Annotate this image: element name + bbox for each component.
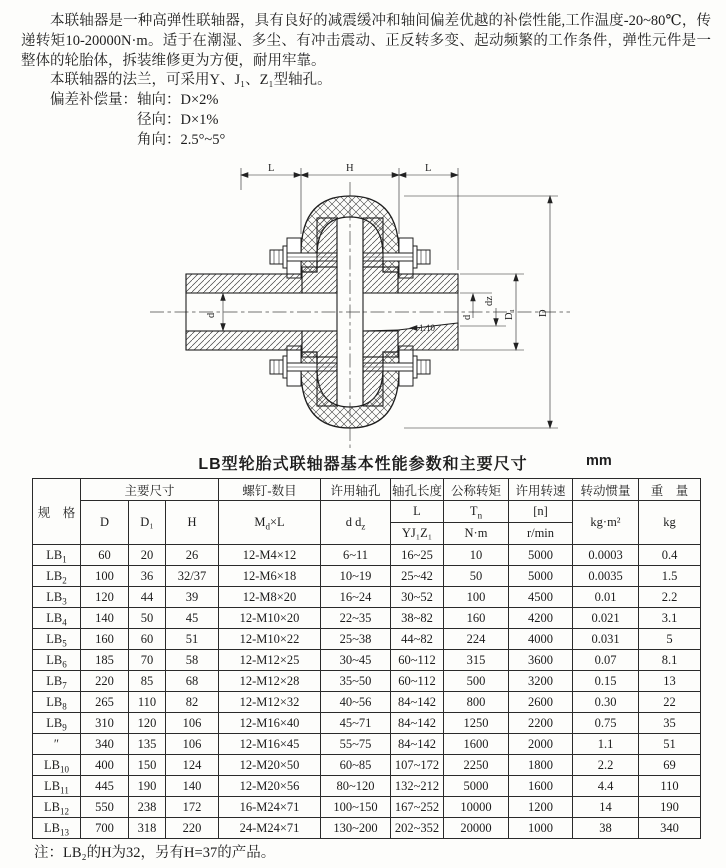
coupling-section-drawing (0, 160, 726, 456)
compensation-items (137, 91, 225, 150)
value-cell: 0.4 (639, 545, 701, 566)
intro-paragraph-2: 本联轴器的法兰，可采用Y、J₁、Z₁型轴孔。 (50, 72, 332, 89)
value-cell: 1600 (509, 776, 573, 797)
value-cell: 318 (129, 818, 166, 839)
spec-table (32, 478, 701, 839)
dim-label-dz: dz (484, 296, 495, 306)
dim-label-L-left: L (268, 163, 275, 174)
header-bore-sym: d $d_z$ (321, 501, 391, 545)
value-cell: 0.15 (573, 671, 639, 692)
spec-cell: $LB_6$ (33, 650, 81, 671)
value-cell: 12-M20×56 (219, 776, 321, 797)
header-weight-unit: kg (639, 501, 701, 545)
dim-label-D1: D₁ (504, 308, 515, 320)
table-row (33, 671, 701, 692)
value-cell: 238 (129, 797, 166, 818)
value-cell: 0.0035 (573, 566, 639, 587)
value-cell: 2000 (509, 734, 573, 755)
table-body (33, 545, 701, 839)
dim-label-D: D (538, 309, 549, 317)
spec-cell: $LB_{12}$ (33, 797, 81, 818)
table-row (33, 818, 701, 839)
value-cell: 0.0003 (573, 545, 639, 566)
value-cell: 315 (444, 650, 509, 671)
value-cell: 6~11 (321, 545, 391, 566)
value-cell: 16-M24×71 (219, 797, 321, 818)
value-cell: 45~71 (321, 713, 391, 734)
value-cell: 12-M6×18 (219, 566, 321, 587)
value-cell: 100 (81, 566, 129, 587)
header-bore: 许用轴孔 (321, 479, 391, 501)
value-cell: 106 (166, 713, 219, 734)
value-cell: 10000 (444, 797, 509, 818)
value-cell: 100~150 (321, 797, 391, 818)
value-cell: 25~42 (391, 566, 444, 587)
value-cell: 130~200 (321, 818, 391, 839)
value-cell: 4.4 (573, 776, 639, 797)
value-cell: 20000 (444, 818, 509, 839)
compensation-radial: 径向：D×1% (137, 111, 219, 128)
value-cell: 51 (639, 734, 701, 755)
value-cell: 132~212 (391, 776, 444, 797)
value-cell: 45 (166, 608, 219, 629)
compensation-axial: 轴向：D×2% (137, 92, 219, 109)
value-cell: 107~172 (391, 755, 444, 776)
header-row-2 (33, 501, 701, 523)
value-cell: 0.01 (573, 587, 639, 608)
value-cell: 12-M4×12 (219, 545, 321, 566)
value-cell: 38~82 (391, 608, 444, 629)
value-cell: 700 (81, 818, 129, 839)
value-cell: 22~35 (321, 608, 391, 629)
table-row (33, 713, 701, 734)
spec-cell: $LB_9$ (33, 713, 81, 734)
header-main-dims: 主要尺寸 (81, 479, 219, 501)
value-cell: 220 (81, 671, 129, 692)
value-cell: 0.031 (573, 629, 639, 650)
header-speed-unit: r/min (509, 523, 573, 545)
spec-cell: $LB_{10}$ (33, 755, 81, 776)
value-cell: 265 (81, 692, 129, 713)
value-cell: 38 (573, 818, 639, 839)
value-cell: 60 (81, 545, 129, 566)
value-cell: 1200 (509, 797, 573, 818)
value-cell: 26 (166, 545, 219, 566)
value-cell: 30~52 (391, 587, 444, 608)
value-cell: 12-M16×45 (219, 734, 321, 755)
header-bore-length: 轴孔长度 (391, 479, 444, 501)
value-cell: 40~56 (321, 692, 391, 713)
value-cell: 224 (444, 629, 509, 650)
value-cell: 24-M24×71 (219, 818, 321, 839)
taper-label: 1:10 (419, 323, 436, 333)
value-cell: 16~24 (321, 587, 391, 608)
value-cell: 10~19 (321, 566, 391, 587)
value-cell: 12-M12×25 (219, 650, 321, 671)
value-cell: 2200 (509, 713, 573, 734)
value-cell: 150 (129, 755, 166, 776)
value-cell: 20 (129, 545, 166, 566)
value-cell: 1600 (444, 734, 509, 755)
table-row (33, 545, 701, 566)
value-cell: 8.1 (639, 650, 701, 671)
value-cell: 1000 (509, 818, 573, 839)
spec-cell: $LB_1$ (33, 545, 81, 566)
value-cell: 400 (81, 755, 129, 776)
header-bore-length-L: L (391, 501, 444, 523)
table-row (33, 734, 701, 755)
value-cell: 3200 (509, 671, 573, 692)
header-spec: 规 格 (33, 479, 81, 545)
value-cell: 12-M8×20 (219, 587, 321, 608)
value-cell: 100 (444, 587, 509, 608)
value-cell: 60~85 (321, 755, 391, 776)
value-cell: 106 (166, 734, 219, 755)
value-cell: 12-M12×32 (219, 692, 321, 713)
value-cell: 172 (166, 797, 219, 818)
spec-cell: $LB_8$ (33, 692, 81, 713)
compensation-angular: 角向：2.5°~5° (137, 131, 226, 148)
value-cell: 1800 (509, 755, 573, 776)
table-title: LB型轮胎式联轴器基本性能参数和主要尺寸 (198, 456, 528, 473)
value-cell: 550 (81, 797, 129, 818)
header-inertia-unit: kg·m² (573, 501, 639, 545)
value-cell: 10 (444, 545, 509, 566)
value-cell: 4000 (509, 629, 573, 650)
compensation-block (50, 91, 711, 150)
value-cell: 110 (129, 692, 166, 713)
value-cell: 50 (129, 608, 166, 629)
value-cell: 70 (129, 650, 166, 671)
value-cell: 190 (639, 797, 701, 818)
spec-cell: $LB_7$ (33, 671, 81, 692)
value-cell: 22 (639, 692, 701, 713)
value-cell: 5000 (509, 566, 573, 587)
value-cell: 60 (129, 629, 166, 650)
table-note: 注：LB₂的H为32，另有H=37的产品。 (34, 845, 276, 861)
value-cell: 60~112 (391, 671, 444, 692)
header-screws-sym: $M_d\times L$ (219, 501, 321, 545)
value-cell: 84~142 (391, 734, 444, 755)
spec-cell: $LB_5$ (33, 629, 81, 650)
dim-label-H: H (346, 163, 354, 174)
value-cell: 69 (639, 755, 701, 776)
value-cell: 220 (166, 818, 219, 839)
value-cell: 1250 (444, 713, 509, 734)
value-cell: 202~352 (391, 818, 444, 839)
dim-label-d-right: d (462, 314, 473, 320)
value-cell: 85 (129, 671, 166, 692)
value-cell: 80~120 (321, 776, 391, 797)
value-cell: 55~75 (321, 734, 391, 755)
table-row (33, 608, 701, 629)
table-row (33, 587, 701, 608)
value-cell: 5000 (509, 545, 573, 566)
value-cell: 110 (639, 776, 701, 797)
table-header (33, 479, 701, 545)
value-cell: 2600 (509, 692, 573, 713)
value-cell: 185 (81, 650, 129, 671)
compensation-label: 偏差补偿量： (50, 92, 137, 109)
value-cell: 13 (639, 671, 701, 692)
spec-cell: $LB_3$ (33, 587, 81, 608)
value-cell: 4500 (509, 587, 573, 608)
header-torque: 公称转矩 (444, 479, 509, 501)
value-cell: 12-M16×40 (219, 713, 321, 734)
header-torque-sym: $T_n$ (444, 501, 509, 523)
header-screws: 螺钉-数目 (219, 479, 321, 501)
value-cell: 39 (166, 587, 219, 608)
value-cell: 340 (81, 734, 129, 755)
value-cell: 44 (129, 587, 166, 608)
header-col-H: H (166, 501, 219, 545)
value-cell: 68 (166, 671, 219, 692)
value-cell: 3.1 (639, 608, 701, 629)
value-cell: 36 (129, 566, 166, 587)
value-cell: 35~50 (321, 671, 391, 692)
table-row (33, 629, 701, 650)
spec-cell: $LB_{11}$ (33, 776, 81, 797)
value-cell: 3600 (509, 650, 573, 671)
table-unit-label: mm (586, 453, 612, 469)
value-cell: 32/37 (166, 566, 219, 587)
spec-cell: ″ (33, 734, 81, 755)
table-row (33, 650, 701, 671)
value-cell: 140 (81, 608, 129, 629)
value-cell: 84~142 (391, 692, 444, 713)
table-row (33, 776, 701, 797)
value-cell: 12-M20×50 (219, 755, 321, 776)
header-torque-unit: N·m (444, 523, 509, 545)
value-cell: 1.1 (573, 734, 639, 755)
value-cell: 124 (166, 755, 219, 776)
value-cell: 16~25 (391, 545, 444, 566)
value-cell: 310 (81, 713, 129, 734)
value-cell: 135 (129, 734, 166, 755)
value-cell: 120 (81, 587, 129, 608)
value-cell: 2.2 (639, 587, 701, 608)
header-speed-sym: [n] (509, 501, 573, 523)
value-cell: 445 (81, 776, 129, 797)
header-bore-types: YJ₁Z₁ (391, 523, 444, 545)
value-cell: 2.2 (573, 755, 639, 776)
header-inertia: 转动惯量 (573, 479, 639, 501)
value-cell: 50 (444, 566, 509, 587)
value-cell: 140 (166, 776, 219, 797)
intro-section (21, 12, 711, 151)
value-cell: 160 (444, 608, 509, 629)
value-cell: 30~45 (321, 650, 391, 671)
value-cell: 12-M10×20 (219, 608, 321, 629)
value-cell: 500 (444, 671, 509, 692)
spec-cell: $LB_{13}$ (33, 818, 81, 839)
value-cell: 1.5 (639, 566, 701, 587)
value-cell: 0.30 (573, 692, 639, 713)
value-cell: 4200 (509, 608, 573, 629)
value-cell: 84~142 (391, 713, 444, 734)
header-col-D1: D₁ (129, 501, 166, 545)
value-cell: 0.021 (573, 608, 639, 629)
table-row (33, 797, 701, 818)
table-row (33, 692, 701, 713)
spec-cell: $LB_2$ (33, 566, 81, 587)
value-cell: 51 (166, 629, 219, 650)
value-cell: 340 (639, 818, 701, 839)
table-row (33, 755, 701, 776)
value-cell: 0.07 (573, 650, 639, 671)
intro-paragraph-1: 本联轴器是一种高弹性联轴器，具有良好的减震缓冲和轴间偏差优越的补偿性能,工作温度-20~80℃，传递转矩10-20000N·m。适于在潮湿、多尘、有冲击震动、正反转多变、起动频繁的工作条件，弹性元件是一整体的轮胎体，拆装维修更为方便，耐用牢靠。 (21, 13, 711, 69)
header-col-D: D (81, 501, 129, 545)
value-cell: 82 (166, 692, 219, 713)
value-cell: 5 (639, 629, 701, 650)
value-cell: 60~112 (391, 650, 444, 671)
value-cell: 35 (639, 713, 701, 734)
value-cell: 12-M10×22 (219, 629, 321, 650)
value-cell: 44~82 (391, 629, 444, 650)
value-cell: 2250 (444, 755, 509, 776)
value-cell: 190 (129, 776, 166, 797)
value-cell: 120 (129, 713, 166, 734)
dim-label-d-left: d (206, 312, 217, 318)
header-row-1 (33, 479, 701, 501)
spec-cell: $LB_4$ (33, 608, 81, 629)
value-cell: 800 (444, 692, 509, 713)
header-weight: 重 量 (639, 479, 701, 501)
value-cell: 167~252 (391, 797, 444, 818)
value-cell: 25~38 (321, 629, 391, 650)
value-cell: 58 (166, 650, 219, 671)
value-cell: 160 (81, 629, 129, 650)
header-speed: 许用转速 (509, 479, 573, 501)
value-cell: 0.75 (573, 713, 639, 734)
value-cell: 14 (573, 797, 639, 818)
value-cell: 12-M12×28 (219, 671, 321, 692)
dim-label-L-right: L (425, 163, 432, 174)
table-row (33, 566, 701, 587)
value-cell: 5000 (444, 776, 509, 797)
